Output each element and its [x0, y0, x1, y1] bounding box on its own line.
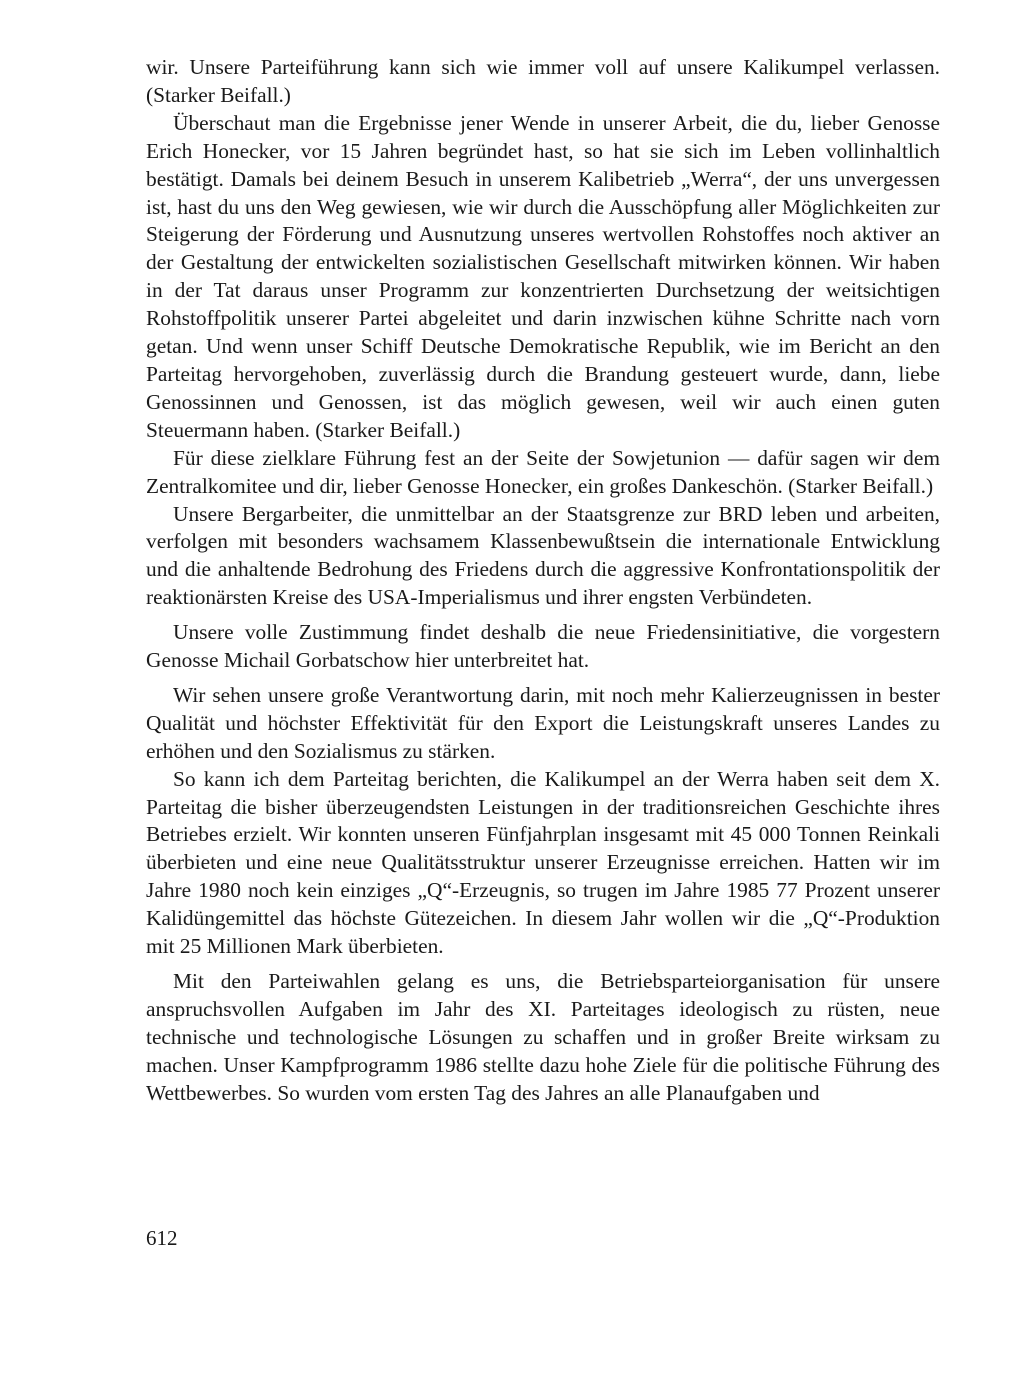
body-text: [146, 54, 940, 1108]
paragraph-4: Unsere Bergarbeiter, die unmittelbar an der Staatsgrenze zur BRD leben und arbeiten, verfolgen mit besonders wachsamem Klassenbewußtsein die internationale Entwicklung und die anhaltende Bedrohung des Friedens durch die aggressive Konfrontationspolitik der reaktionärsten Kreise des USA-Imperialismus und ihrer engsten Verbündeten.: [146, 501, 940, 610]
paragraph-5: Unsere volle Zustimmung findet deshalb die neue Friedensinitiative, die vorgestern Genosse Michail Gorbatschow hier unterbreitet hat.: [146, 620, 940, 673]
paragraph-7: So kann ich dem Parteitag berichten, die Kalikumpel an der Werra haben seit dem X. Parteitag die bisher überzeugendsten Leistungen in der traditionsreichen Geschichte ihres Betriebes erzielt. Wir konnten unseren Fünfjahrplan insgesamt mit 45 000 Tonnen Reinkali überbieten und eine neue Qualitätsstruktur unserer Erzeugnisse erreichen. Hatten wir im Jahre 1980 noch kein einziges „Q“-Erzeugnis, so trugen im Jahre 1985 77 Prozent unserer Kalidüngemittel das höchste Gütezeichen. In diesem Jahr wollen wir die „Q“-Produktion mit 25 Millionen Mark überbieten.: [146, 766, 940, 959]
page-number: 612: [146, 1226, 178, 1250]
paragraph-2: Überschaut man die Ergebnisse jener Wende in unserer Arbeit, die du, lieber Genosse Erich Honecker, vor 15 Jahren begründet hast, so hat sie sich im Leben vollinhaltlich bestätigt. Damals bei deinem Besuch in unserem Kalibetrieb „Werra“, der uns unvergessen ist, hast du uns den Weg gewiesen, wie wir durch die Ausschöpfung aller Möglichkeiten zur Steigerung der Förderung und Ausnutzung unseres wertvollen Rohstoffes noch aktiver an der Gestaltung der entwickelten sozialistischen Gesellschaft mitwirken können. Wir haben in der Tat daraus unser Programm zur konzentrierten Durchsetzung der weitsichtigen Rohstoffpolitik unserer Partei abgeleitet und darin inzwischen kühne Schritte nach vorn getan. Und wenn unser Schiff Deutsche Demokratische Republik, wie im Bericht an den Parteitag hervorgehoben, zuverlässig durch die Brandung gesteuert wurde, dann, liebe Genossinnen und Genossen, ist das möglich gewesen, weil wir auch einen guten Steuermann haben. (Starker Beifall.): [146, 110, 940, 442]
paragraph-8: Mit den Parteiwahlen gelang es uns, die Betriebsparteiorganisation für unsere anspruchsvollen Aufgaben im Jahr des XI. Parteitages ideologisch zu rüsten, neue technische und technologische Lösungen zu schaffen und in großer Breite wirksam zu machen. Unser Kampfprogramm 1986 stellte dazu hohe Ziele für die politische Führung des Wettbewerbes. So wurden vom ersten Tag des Jahres an alle Planaufgaben und: [146, 969, 940, 1105]
paragraph-3: Für diese zielklare Führung fest an der Seite der Sowjetunion — dafür sagen wir dem Zentralkomitee und dir, lieber Genosse Honecker, ein großes Dankeschön. (Starker Beifall.): [146, 445, 940, 498]
paragraph-6: Wir sehen unsere große Verantwortung darin, mit noch mehr Kalierzeugnissen in bester Qualität und höchster Effektivität für den Export die Leistungskraft unseres Landes zu erhöhen und den Sozialismus zu stärken.: [146, 682, 940, 763]
paragraph-1: wir. Unsere Parteiführung kann sich wie immer voll auf unsere Kalikumpel verlassen. (Starker Beifall.): [146, 55, 940, 107]
